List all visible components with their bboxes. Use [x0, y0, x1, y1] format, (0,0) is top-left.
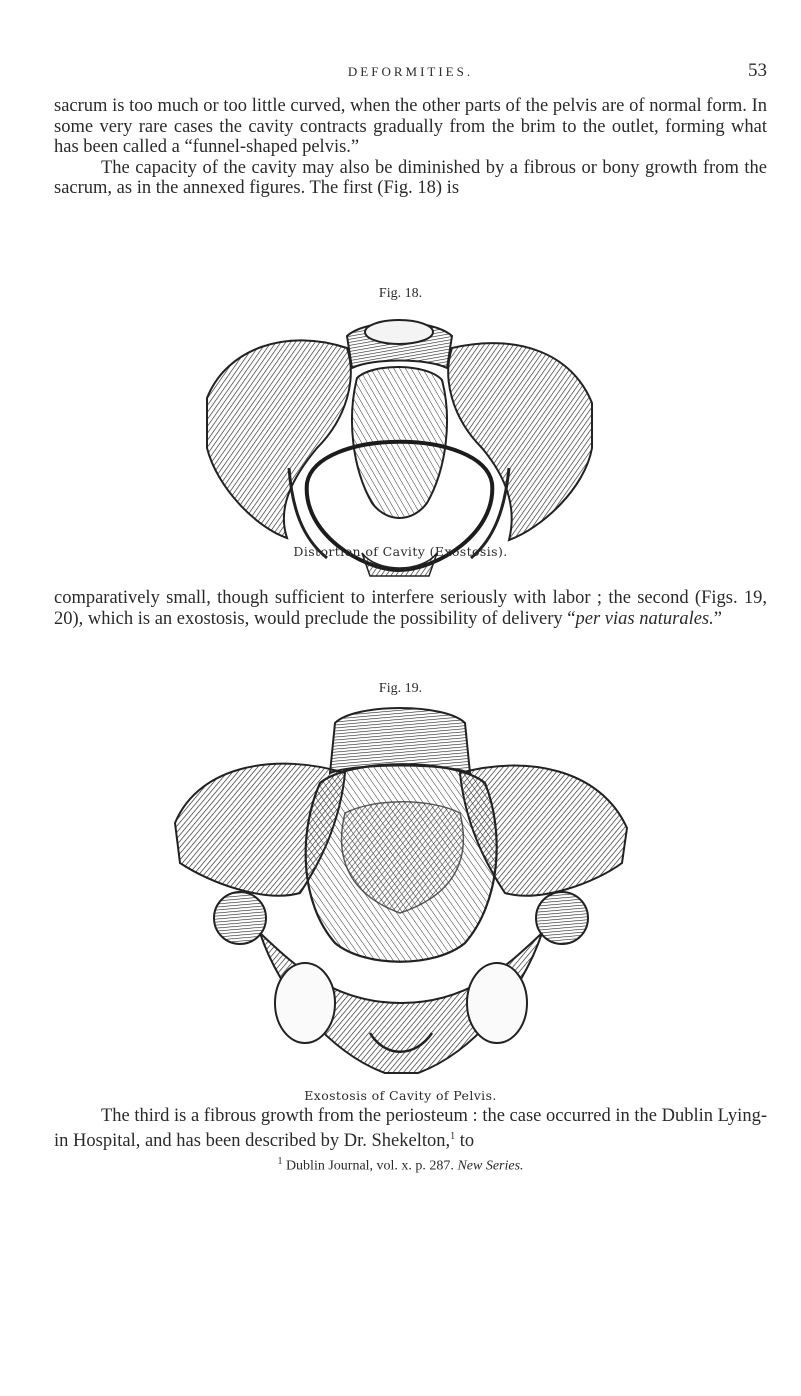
figure-18-caption: Distortion of Cavity (Exostosis). [293, 544, 508, 559]
footnote-reference: 1 [450, 1130, 456, 1142]
paragraph-2-end: ” [713, 608, 722, 629]
paragraph-2-italic: per vias naturales. [575, 608, 714, 629]
footnote-italic: New Series. [457, 1158, 524, 1174]
paragraph-1 [54, 96, 767, 199]
figure-18-illustration [197, 308, 602, 580]
footnote-text: Dublin Journal, vol. x. p. 287. [282, 1158, 458, 1174]
paragraph-3-text: The third is a fibrous growth from the periosteum : the case occurred in the Dublin Lying-in Hospital, and has been described by Dr. Shekelton, [54, 1106, 767, 1151]
paragraph-1-continuation: sacrum is too much or too little curved, when the other parts of the pelvis are of normal form. In some very rare cases the cavity contracts gradually from the brim to the outlet, forming what has been called a “funnel-shaped pelvis.” [54, 96, 767, 157]
footnote-marker: 1 [277, 1156, 283, 1167]
figure-19-caption: Exostosis of Cavity of Pelvis. [304, 1088, 497, 1103]
running-title: DEFORMITIES. [347, 64, 474, 79]
pelvis-exostosis-engraving [197, 308, 602, 580]
footnote [0, 1156, 801, 1175]
page-number: 53 [748, 60, 767, 81]
paragraph-3-end: to [455, 1130, 475, 1151]
figure-19-label: Fig. 19. [378, 681, 423, 696]
paragraph-1-indented: The capacity of the cavity may also be diminished by a fibrous or bony growth from the sacrum, as in the annexed figures. The first (Fig. 18) is [54, 157, 767, 198]
figure-18-label: Fig. 18. [378, 286, 423, 301]
paragraph-3 [54, 1106, 767, 1151]
pelvis-cavity-exostosis-engraving [170, 703, 632, 1083]
paragraph-2 [54, 588, 767, 629]
figure-19-illustration [170, 703, 632, 1083]
page-header [54, 60, 767, 84]
paragraph-2-text: comparatively small, though sufficient to interfere seriously with labor ; the second (Figs. 19, 20), which is an exostosis, would preclude the possibility of delivery “ [54, 588, 767, 629]
